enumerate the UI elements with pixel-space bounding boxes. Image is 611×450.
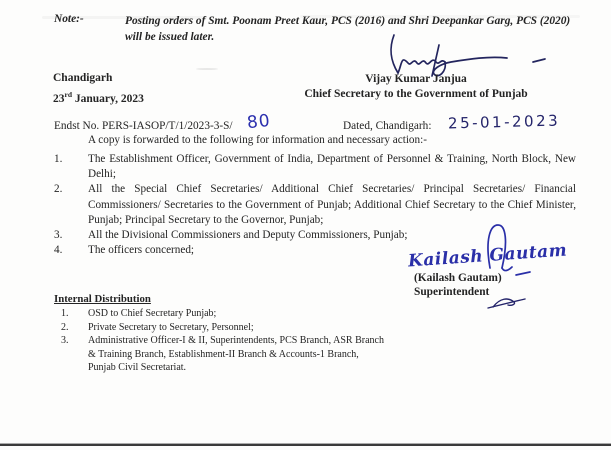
item-text: OSD to Chief Secretary Punjab; bbox=[88, 308, 217, 319]
item-number: 2. bbox=[61, 321, 69, 333]
dateline bbox=[53, 71, 144, 107]
endorsement-number: Endst No. PERS-IASOP/T/1/2023-3-S/ bbox=[54, 120, 233, 132]
scan-smudge bbox=[196, 68, 218, 70]
note-text: Posting orders of Smt. Poonam Preet Kaur, PCS (2016) and Shri Deepankar Garg, PCS (2020) will be issued later. bbox=[125, 15, 571, 43]
item-text: Administrative Officer-I & II, Superintendents, PCS Branch, ASR Branch & Training Branch, Establishment-II Branch & Accounts-1 Branch, Punjab Civil Secretariat. bbox=[88, 335, 384, 374]
dateline-day: 23 bbox=[53, 92, 65, 105]
internal-distribution bbox=[54, 293, 384, 375]
signatory2-name: (Kailash Gautam) bbox=[414, 272, 502, 284]
recipient-text: The Establishment Officer, Government of India, Department of Personnel & Training, North Block, New Delhi; bbox=[88, 153, 576, 181]
handwritten-date: 25-01-2023 bbox=[447, 111, 561, 133]
signatory-block-chief-secretary bbox=[288, 72, 544, 101]
handwritten-dispatch-number: 80 bbox=[246, 110, 272, 134]
dateline-date-rest: January, 2023 bbox=[72, 92, 144, 105]
initials-scribble-icon bbox=[486, 294, 528, 311]
item-number: 1. bbox=[61, 308, 69, 319]
internal-distribution-item bbox=[54, 334, 384, 375]
internal-distribution-heading: Internal Distribution bbox=[54, 293, 151, 305]
item-number: 3. bbox=[61, 335, 69, 347]
dateline-place: Chandigarh bbox=[53, 72, 113, 84]
signatory1-title: Chief Secretary to the Government of Punjab bbox=[304, 87, 528, 100]
page-bottom-scan-edge bbox=[0, 443, 611, 446]
superintendent-signature bbox=[406, 224, 566, 276]
dateline-date bbox=[53, 87, 144, 107]
recipient-number: 2. bbox=[54, 183, 63, 196]
signature-loop-icon bbox=[480, 222, 536, 278]
forwarding-line: A copy is forwarded to the following for information and necessary action:- bbox=[88, 134, 427, 146]
signatory1-name: Vijay Kumar Janjua bbox=[365, 73, 467, 85]
kailash-signature-handwriting: Kailash Gautam bbox=[407, 240, 568, 272]
internal-distribution-item bbox=[54, 321, 384, 335]
note-label: Note:- bbox=[54, 13, 84, 25]
recipient-number: 3. bbox=[54, 229, 63, 242]
signatory2-title: Superintendent bbox=[414, 286, 490, 298]
recipient-text: All the Special Chief Secretaries/ Additional Chief Secretaries/ Principal Secretaries/ Financial Commissioners/ Secretaries to the Government of Punjab; Additional Chief Secretary to the Chief Minister, Punjab; Principal Secretary to the Governor, Punjab; bbox=[88, 183, 576, 226]
item-text: Private Secretary to Secretary, Personnel; bbox=[88, 321, 254, 333]
dated-label: Dated, Chandigarh: bbox=[343, 120, 432, 132]
recipient-number: 4. bbox=[54, 244, 63, 257]
recipient-number: 1. bbox=[54, 153, 63, 165]
recipient-item bbox=[54, 152, 576, 182]
internal-distribution-item bbox=[54, 307, 384, 321]
recipient-text: All the Divisional Commissioners and Deputy Commissioners, Punjab; bbox=[88, 229, 408, 242]
dateline-day-suffix: rd bbox=[64, 89, 72, 99]
recipient-text: The officers concerned; bbox=[88, 244, 195, 257]
